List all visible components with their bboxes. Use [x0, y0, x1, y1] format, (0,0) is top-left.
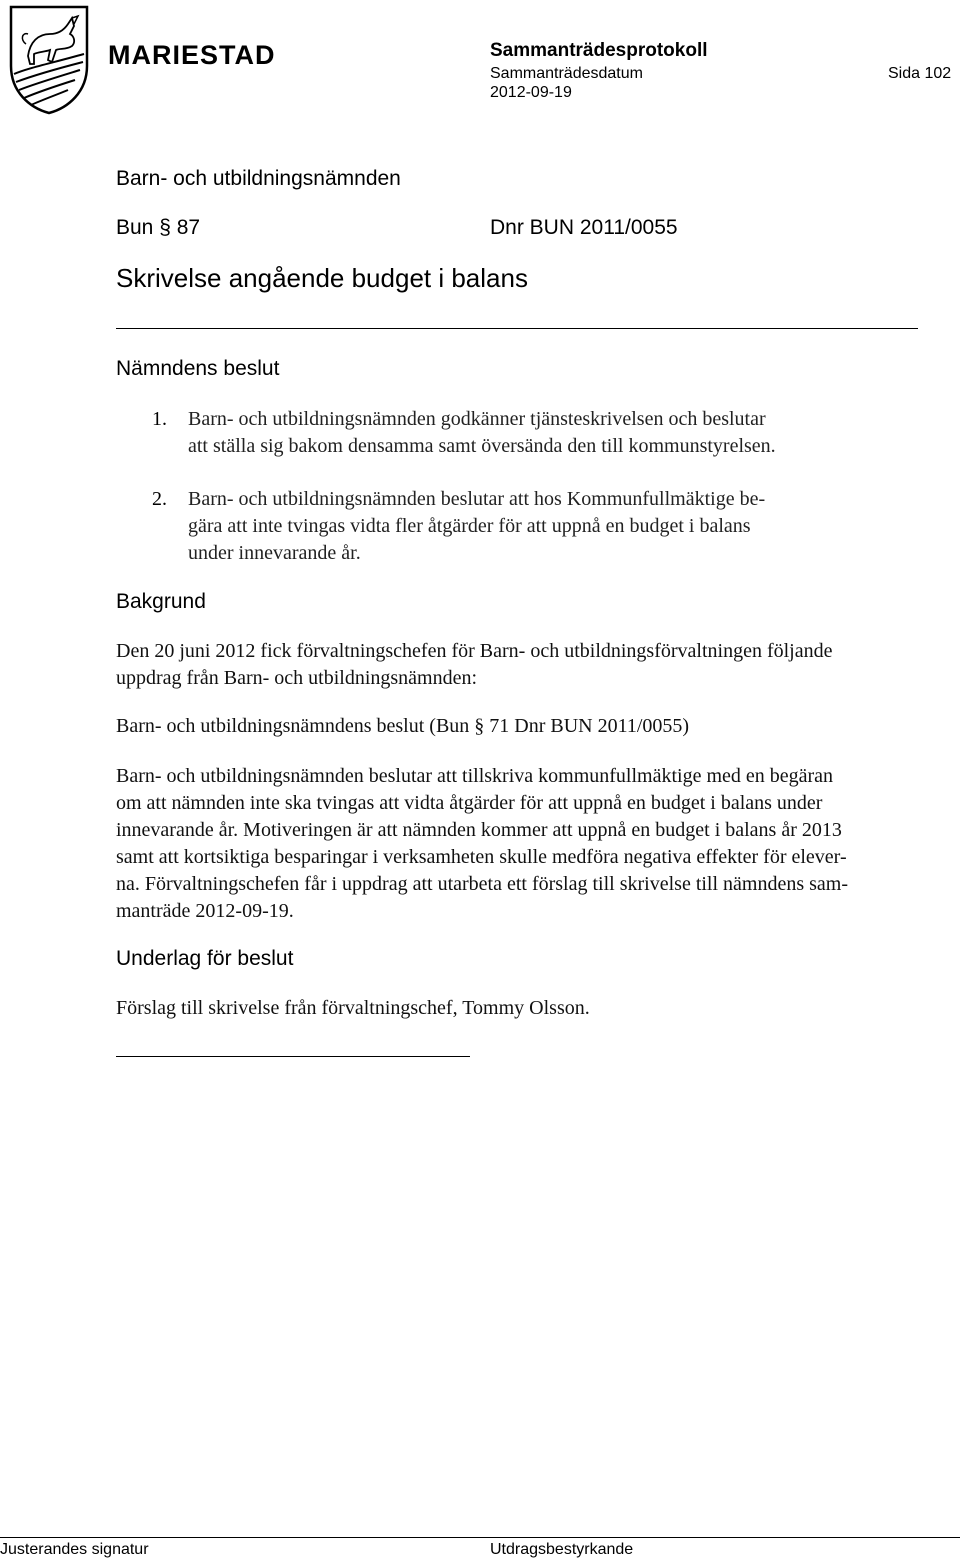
committee-name: Barn- och utbildningsnämnden [116, 167, 401, 190]
previous-decision-reference [116, 713, 689, 740]
decision-heading: Nämndens beslut [116, 357, 280, 380]
mariestad-coat-of-arms-icon [8, 4, 90, 116]
list-item-line: Barn- och utbildningsnämnden beslutar att hos Kommunfullmäktige be- [188, 488, 766, 510]
paragraph-reference: Bun § 87 [116, 216, 201, 239]
logo-wordmark: MARIESTAD [108, 40, 276, 70]
list-item-line: Barn- och utbildningsnämnden godkänner tjänsteskrivelsen och beslutar [188, 408, 766, 430]
paragraph-line: samt att kortsiktiga besparingar i verksamheten skulle medföra negativa effekter för elever- [116, 846, 847, 868]
paragraph-line: Den 20 juni 2012 fick förvaltningschefen för Barn- och utbildningsförvaltningen följande [116, 640, 833, 662]
page-title: Skrivelse angående budget i balans [116, 263, 528, 293]
paragraph-line: manträde 2012-09-19. [116, 900, 294, 922]
page-number: Sida 102 [888, 65, 952, 82]
paragraph-line: Barn- och utbildningsnämndens beslut (Bun § 71 Dnr BUN 2011/0055) [116, 715, 690, 737]
list-item-number: 1. [152, 408, 167, 430]
document-type-title: Sammanträdesprotokoll [490, 40, 708, 61]
footer-divider [0, 1537, 960, 1538]
basis-heading: Underlag för beslut [116, 947, 294, 970]
paragraph-line: om att nämnden inte ska tvingas att vidta åtgärder för att uppnå en budget i balans under [116, 792, 823, 814]
paragraph-line: na. Förvaltningschefen får i uppdrag att utarbeta ett förslag till skrivelse till nämndens sam- [116, 873, 849, 895]
basis-text [116, 995, 590, 1022]
list-item-line: att ställa sig bakom densamma samt översända den till kommunstyrelsen. [188, 435, 776, 457]
list-item-number: 2. [152, 488, 167, 510]
background-paragraph [116, 638, 832, 692]
meeting-date: 2012-09-19 [490, 84, 572, 101]
list-item [188, 406, 776, 460]
paragraph-line: innevarande år. Motiveringen är att nämnden kommer att uppnå en budget i balans år 2013 [116, 819, 842, 841]
end-divider [116, 1056, 470, 1057]
paragraph-line: uppdrag från Barn- och utbildningsnämnden: [116, 667, 478, 689]
background-heading: Bakgrund [116, 590, 206, 613]
list-item [188, 486, 765, 567]
previous-decision-text [116, 763, 848, 925]
paragraph-line: Barn- och utbildningsnämnden beslutar att tillskriva kommunfullmäktige med en begäran [116, 765, 834, 787]
diary-number: Dnr BUN 2011/0055 [490, 216, 678, 239]
list-item-line: gära att inte tvingas vidta fler åtgärder för att uppnå en budget i balans [188, 515, 751, 537]
list-item-line: under innevarande år. [188, 542, 361, 564]
adjuster-signature-label: Justerandes signatur [0, 1541, 149, 1558]
paragraph-line: Förslag till skrivelse från förvaltningschef, Tommy Olsson. [116, 997, 590, 1019]
title-divider [116, 328, 918, 329]
meeting-date-label: Sammanträdesdatum [490, 65, 643, 82]
extract-certification-label: Utdragsbestyrkande [490, 1541, 634, 1558]
